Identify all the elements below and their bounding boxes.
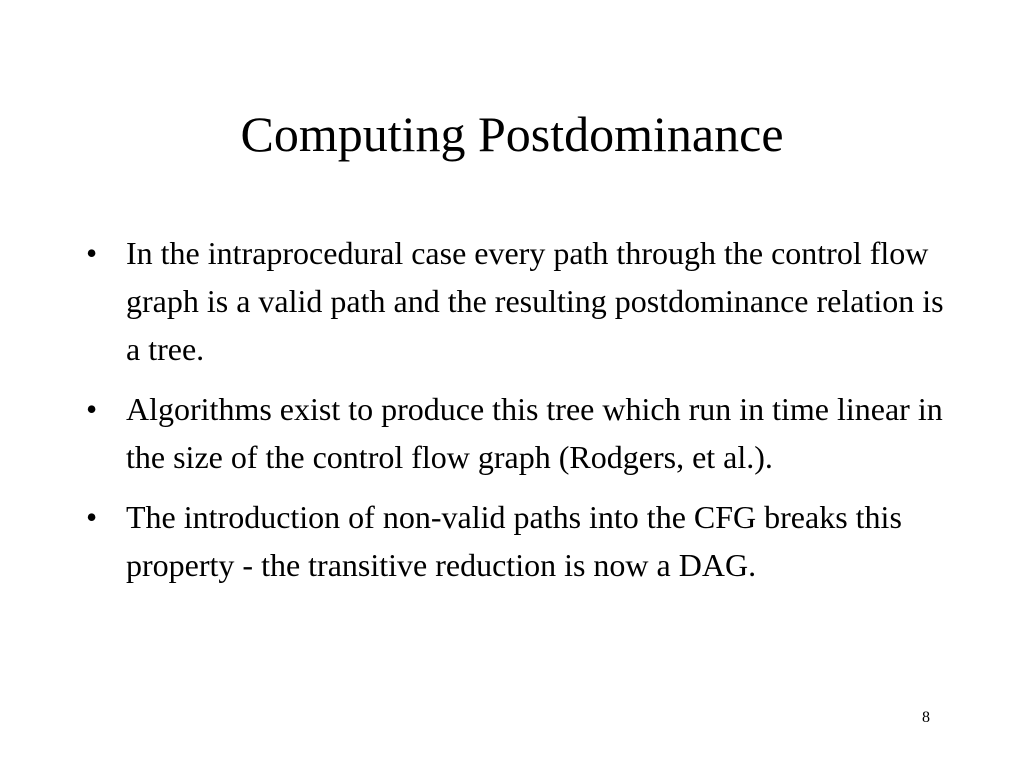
bullet-item [86, 385, 956, 481]
slide-title: Computing Postdominance [240, 106, 784, 162]
bullet-text: Algorithms exist to produce this tree which run in time linear in the size of the control flow graph (Rodgers, et al.). [126, 391, 943, 475]
bullet-item [86, 229, 956, 373]
page-number: 8 [922, 709, 930, 726]
bullet-marker: • [86, 235, 98, 271]
bullet-list [86, 229, 956, 601]
bullet-text: The introduction of non-valid paths into the CFG breaks this property - the transitive reduction is now a DAG. [126, 499, 902, 583]
bullet-marker: • [86, 499, 98, 535]
bullet-marker: • [86, 391, 98, 427]
bullet-text: In the intraprocedural case every path through the control flow graph is a valid path and the resulting postdominance relation is a tree. [126, 235, 944, 367]
bullet-item [86, 493, 956, 589]
